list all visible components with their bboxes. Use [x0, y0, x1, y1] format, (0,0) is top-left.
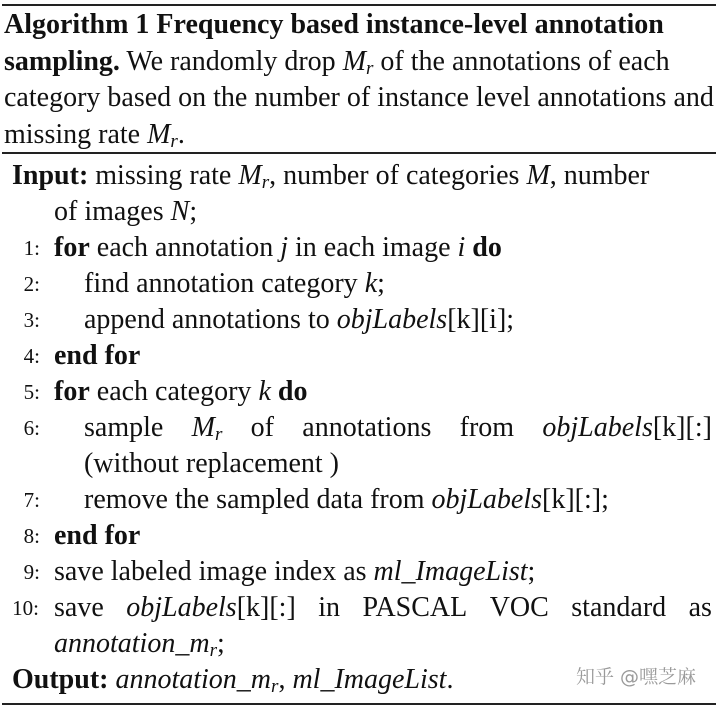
- input-label: Input:: [12, 160, 89, 191]
- line-number: 7:: [23, 488, 40, 512]
- line-number: 3:: [23, 308, 40, 332]
- line-number: 2:: [23, 272, 40, 296]
- line-number: 4:: [23, 344, 40, 368]
- caption-heading: Algorithm 1 Frequency based instance-level annotation sampling.: [4, 9, 664, 77]
- line-number: 6:: [23, 416, 40, 440]
- caption-missing-rate: $M_r$: [342, 45, 374, 79]
- caption-missing-rate: $M_r$: [147, 118, 178, 152]
- line-number: 8:: [23, 524, 40, 548]
- algorithm-caption: [4, 7, 716, 153]
- line-number: 10:: [12, 596, 39, 620]
- line-number: 9:: [23, 560, 40, 584]
- output-label: Output:: [12, 664, 109, 695]
- caption-text: We randomly drop: [119, 45, 343, 77]
- line-number: 5:: [23, 380, 40, 404]
- caption-text: .: [177, 118, 185, 150]
- caption-rule: [2, 152, 716, 154]
- line-number: 1:: [23, 236, 40, 260]
- bottom-rule: [2, 703, 716, 705]
- top-rule: [2, 4, 716, 6]
- caption-text: of the annotations of each category based on the number of instance level annotations and missing rate: [4, 45, 714, 150]
- zhihu-watermark: 知乎 @嘿芝麻: [575, 666, 696, 688]
